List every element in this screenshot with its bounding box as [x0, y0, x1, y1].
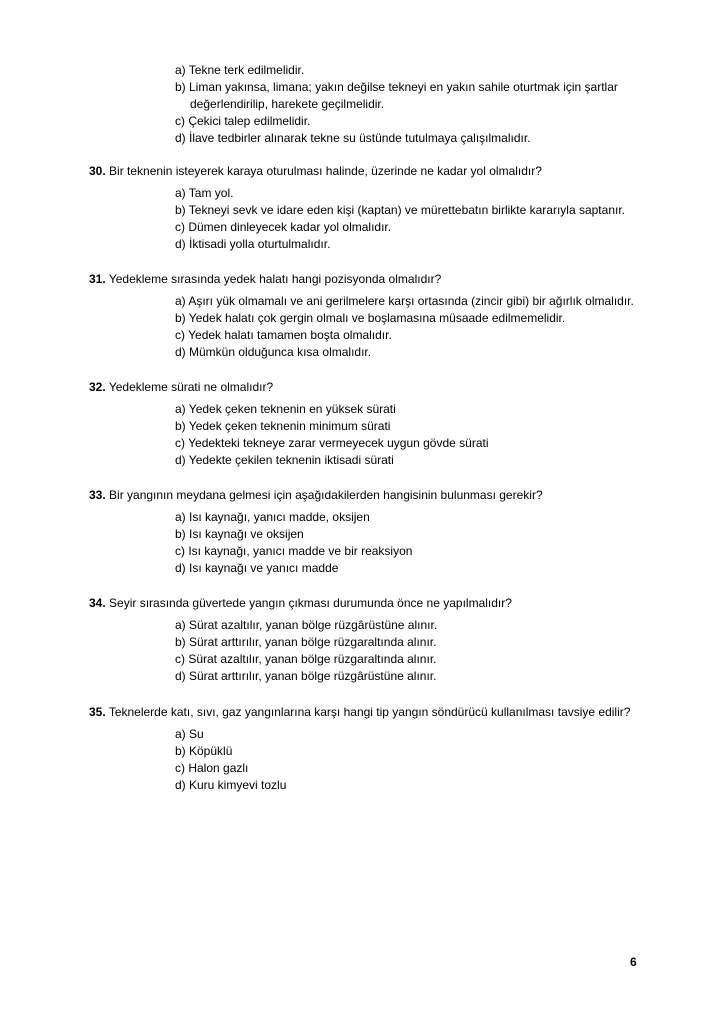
option-d: d) Sürat arttırılır, yanan bölge rüzgârüstüne alınır.: [175, 669, 437, 683]
previous-question-options: [175, 62, 675, 147]
option-d: d) İktisadi yolla oturtulmalıdır.: [175, 237, 331, 251]
question-stem: Seyir sırasında güvertede yangın çıkması durumunda önce ne yapılmalıdır?: [109, 596, 512, 610]
question-text: [89, 595, 689, 612]
option-list: [175, 293, 689, 361]
question-text: [89, 163, 689, 180]
option-d: d) Mümkün olduğunca kısa olmalıdır.: [175, 345, 372, 359]
option-list: [175, 401, 689, 469]
option-a: a) Isı kaynağı, yanıcı madde, oksijen: [175, 510, 370, 524]
option-a: a) Tam yol.: [175, 186, 234, 200]
page-number: 6: [630, 955, 637, 969]
question-stem: Yedekleme sırasında yedek halatı hangi pozisyonda olmalıdır?: [108, 272, 442, 286]
question-31: [89, 271, 689, 361]
option-d: d) Isı kaynağı ve yanıcı madde: [175, 561, 339, 575]
question-text: [89, 487, 689, 504]
question-stem: Bir teknenin isteyerek karaya oturulması halinde, üzerinde ne kadar yol olmalıdır?: [109, 164, 542, 178]
option-c: c) Halon gazlı: [175, 761, 249, 775]
question-34: [89, 595, 689, 685]
question-33: [89, 487, 689, 577]
option-c: c) Dümen dinleyecek kadar yol olmalıdır.: [175, 220, 392, 234]
question-number: 33.: [89, 488, 106, 502]
question-text: [89, 271, 689, 288]
question-stem: Yedekleme sürati ne olmalıdır?: [108, 380, 274, 394]
option-d: d) Yedekte çekilen teknenin iktisadi sürati: [175, 453, 394, 467]
question-number: 32.: [89, 380, 106, 394]
question-text: [89, 379, 689, 396]
option-c: c) Sürat azaltılır, yanan bölge rüzgaraltında alınır.: [175, 652, 437, 666]
option-list: [175, 185, 689, 253]
question-text: [89, 704, 689, 721]
option-c: c) Yedek halatı tamamen boşta olmalıdır.: [175, 328, 392, 342]
option-d: d) İlave tedbirler alınarak tekne su üstünde tutulmaya çalışılmalıdır.: [175, 131, 531, 145]
question-number: 35.: [89, 705, 106, 719]
option-c: c) Isı kaynağı, yanıcı madde ve bir reaksiyon: [175, 544, 413, 558]
question-stem: Bir yangının meydana gelmesi için aşağıdakilerden hangisinin bulunması gerekir?: [109, 488, 543, 502]
option-list: [175, 726, 689, 794]
option-b: b) Yedek halatı çok gergin olmalı ve boşlamasına müsaade edilmemelidir.: [175, 311, 566, 325]
question-stem: Teknelerde katı, sıvı, gaz yangınlarına karşı hangi tip yangın söndürücü kullanılması tavsiye edilir?: [108, 705, 631, 719]
option-b: b) Tekneyi sevk ve idare eden kişi (kaptan) ve mürettebatın birlikte kararıyla saptanır.: [175, 203, 625, 217]
option-b: b) Liman yakınsa, limana; yakın değilse tekneyi en yakın sahile oturtmak için şartlar: [175, 80, 618, 94]
question-35: [89, 704, 689, 794]
question-number: 30.: [89, 164, 106, 178]
option-b: b) Sürat arttırılır, yanan bölge rüzgaraltında alınır.: [175, 635, 437, 649]
option-list: [175, 509, 689, 577]
question-number: 31.: [89, 272, 106, 286]
option-a: a) Tekne terk edilmelidir.: [175, 63, 305, 77]
option-b-continued: değerlendirilip, harekete geçilmelidir.: [190, 97, 385, 111]
option-c: c) Çekici talep edilmelidir.: [175, 114, 311, 128]
option-b: b) Isı kaynağı ve oksijen: [175, 527, 304, 541]
option-a: a) Su: [175, 727, 204, 741]
option-list: [175, 617, 689, 685]
option-d: d) Kuru kimyevi tozlu: [175, 778, 287, 792]
option-b: b) Köpüklü: [175, 744, 233, 758]
question-30: [89, 163, 689, 253]
option-b: b) Yedek çeken teknenin minimum sürati: [175, 419, 391, 433]
option-c: c) Yedekteki tekneye zarar vermeyecek uygun gövde sürati: [175, 436, 489, 450]
question-number: 34.: [89, 596, 106, 610]
option-a: a) Yedek çeken teknenin en yüksek sürati: [175, 402, 396, 416]
option-a: a) Aşırı yük olmamalı ve ani gerilmelere karşı ortasında (zincir gibi) bir ağırlık olmalıdır.: [175, 294, 634, 308]
question-32: [89, 379, 689, 469]
option-a: a) Sürat azaltılır, yanan bölge rüzgârüstüne alınır.: [175, 618, 438, 632]
